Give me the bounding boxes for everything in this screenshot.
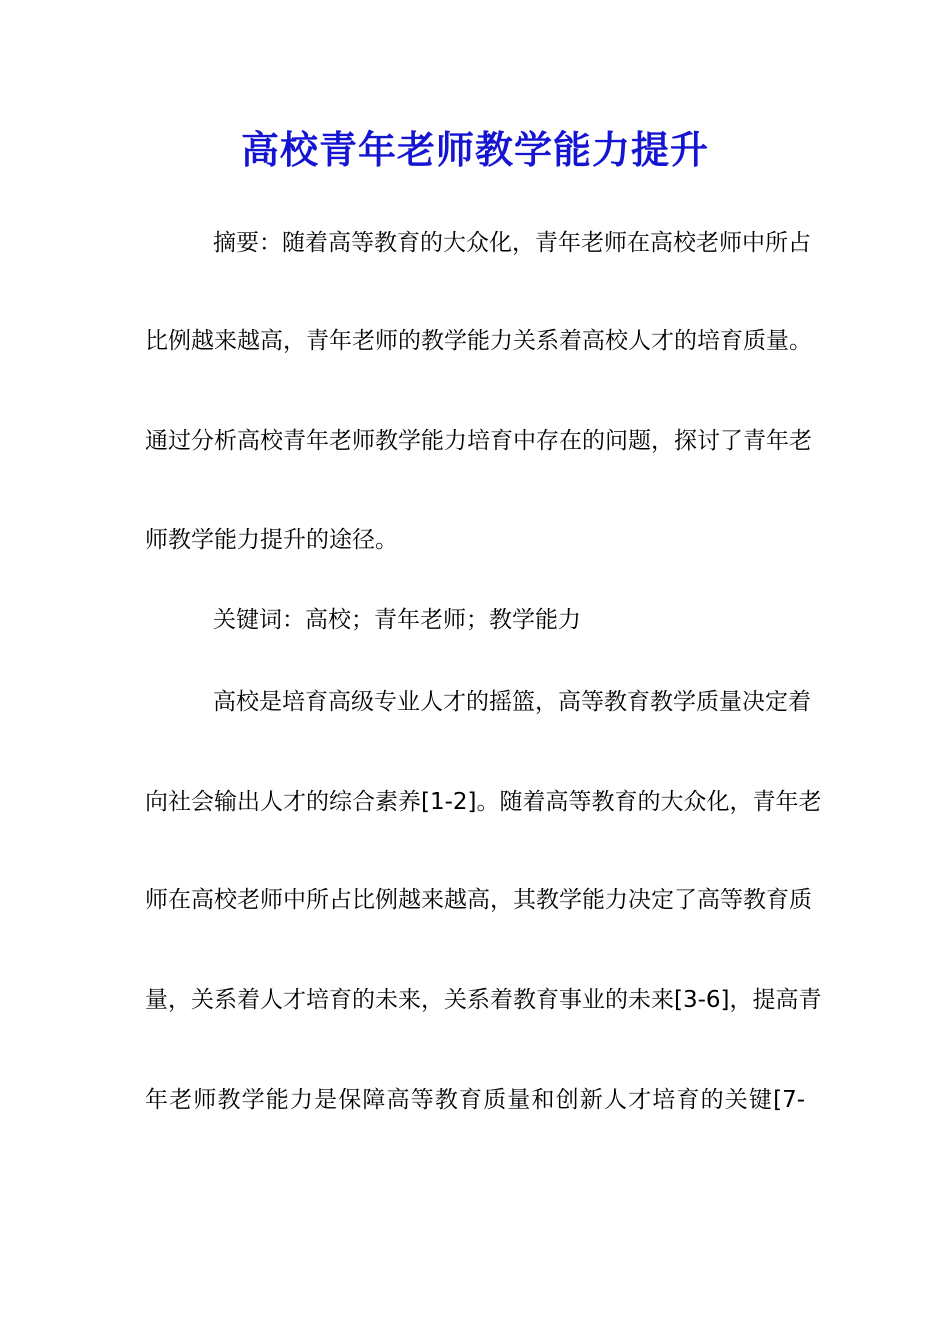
- body-line-4: 量，关系着人才培育的未来，关系着教育事业的未来[3-6]，提高青: [145, 987, 822, 1013]
- body-line-2: 向社会输出人才的综合素养[1-2]。随着高等教育的大众化，青年老: [145, 789, 822, 815]
- body-line-3: 师在高校老师中所占比例越来越高，其教学能力决定了高等教育质: [145, 887, 812, 913]
- abstract-line-3: 通过分析高校青年老师教学能力培育中存在的问题，探讨了青年老: [145, 428, 812, 454]
- abstract-line-4: 师教学能力提升的途径。: [145, 527, 398, 553]
- body-line-1: 高校是培育高级专业人才的摇篮，高等教育教学质量决定着: [213, 689, 811, 715]
- body-line-5: 年老师教学能力是保障高等教育质量和创新人才培育的关键[7-: [145, 1087, 805, 1113]
- abstract-line-2: 比例越来越高，青年老师的教学能力关系着高校人才的培育质量。: [145, 328, 812, 354]
- document-title: 高校青年老师教学能力提升: [240, 127, 709, 172]
- keywords-line: 关键词：高校；青年老师；教学能力: [213, 607, 581, 633]
- abstract-line-1: 摘要：随着高等教育的大众化，青年老师在高校老师中所占: [213, 230, 811, 256]
